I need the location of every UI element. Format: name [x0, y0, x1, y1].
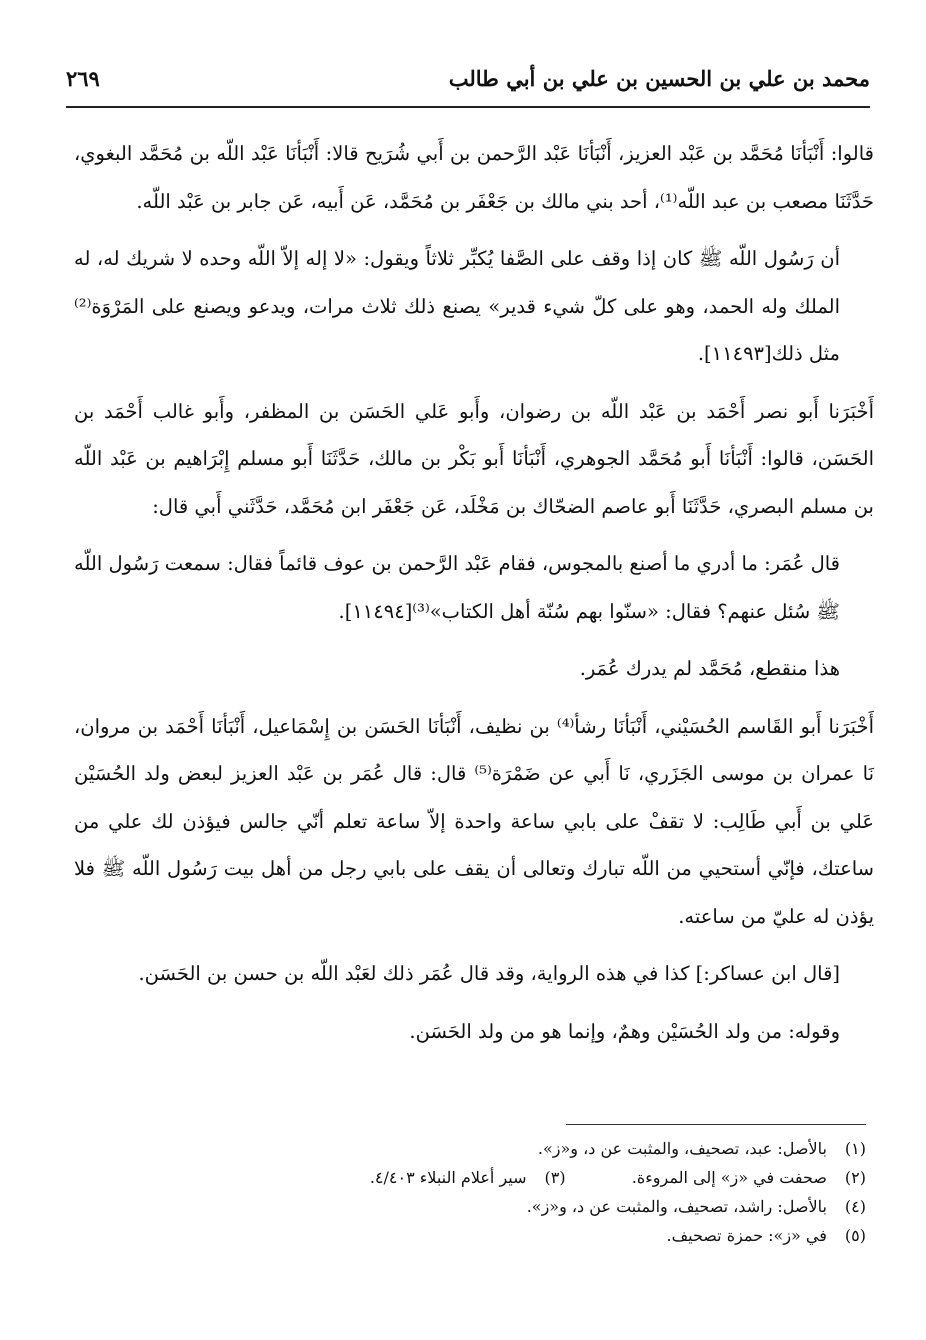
paragraph-isnad-2: أَخْبَرَنا أَبو نصر أَحْمَد بن عَبْد اللّه بن رضوان، وأَبو عَلي الحَسَن بن المظفر، وأَبو غالب أَحْمَد بن الحَسَن، قالوا: أَنْبَأنَا أَبو مُحَمَّد الجوهري، أَنْبَأنَا أَبو بَكْر بن مالك، حَدَّثَنَا أَبو مسلم إِبْرَاهيم بن عَبْد اللّه بن مسلم البصري، حَدَّثَنَا أَبو عاصم الضحّاك بن مَخْلَد، عَن جَعْفَر ابن مُحَمَّد، حَدَّثَني أَبي قال:: [74, 399, 874, 518]
page-number: ٢٦٩: [66, 66, 100, 91]
paragraph-hadith-safa: أن رَسُول اللّه ﷺ كان إذا وقف على الصَّفا يُكبِّر ثلاثاً ويقول: «لا إله إلاّ اللّه وحده لا شريك له، له الملك وله الحمد، وهو على كلّ شيء قدير» يصنع ذلك ثلاث مرات، ويدعو ويصنع على المَرْوَة⁽²⁾ مثل ذلك[١١٤٩٣].: [74, 247, 840, 365]
main-text: [74, 130, 874, 1065]
footnote-number: (٥): [844, 1226, 866, 1245]
footnote-text: صحفت في «ز» إلى المروءة.: [631, 1168, 827, 1187]
footnote-text: بالأصل: عبد، تصحيف، والمثبت عن د، و«ز».: [537, 1139, 827, 1158]
paragraph-isnad-1: قالوا: أَنْبَأنَا مُحَمَّد بن عَبْد العزيز، أَنْبَأنَا عَبْد الرَّحمن بن أَبي شُرَيح قالا: أَنْبَأنَا عَبْد اللّه بن مُحَمَّد البغوي، حَدَّثَنَا مصعب بن عبد اللّه⁽¹⁾، أحد بني مالك بن جَعْفَر بن مُحَمَّد، عَن أَبيه، عَن جابر بن عَبْد اللّه.: [74, 142, 874, 213]
footnote-2-3: [74, 1163, 866, 1192]
paragraph-ibn-asakir: [قال ابن عساكر:] كذا في هذه الرواية، وقد قال عُمَر ذلك لعَبْد اللّه بن حسن بن الحَسَن.: [138, 962, 840, 985]
paragraph-munqati: هذا منقطع، مُحَمَّد لم يدرك عُمَر.: [579, 657, 840, 680]
footnote-separator: [566, 1124, 866, 1125]
footnote-5: [74, 1221, 866, 1250]
footnote-number: (٤): [844, 1197, 866, 1216]
paragraph-wahm: وقوله: من ولد الحُسَيْن وهمٌ، وإنما هو من ولد الحَسَن.: [409, 1019, 840, 1043]
footnote-4: [74, 1192, 866, 1221]
running-title: محمد بن علي بن الحسين بن علي بن أبي طالب: [448, 66, 870, 91]
footnote-number: (٣): [544, 1168, 566, 1187]
paragraph-hadith-majus: قال عُمَر: ما أدري ما أصنع بالمجوس، فقام عَبْد الرَّحمن بن عوف قائماً فقال: سمعت رَسُول اللّه ﷺ سُئل عنهم؟ فقال: «سنّوا بهم سُنّة أهل الكتاب»⁽³⁾[١١٤٩٤].: [74, 552, 840, 623]
footnote-text: بالأصل: راشد، تصحيف، والمثبت عن د، و«ز».: [526, 1197, 827, 1216]
footnote-text: في «ز»: حمزة تصحيف.: [666, 1226, 827, 1245]
page-header: [66, 62, 870, 108]
footnote-1: [74, 1134, 866, 1163]
footnote-text: سير أعلام النبلاء ٤/٤٠٣.: [369, 1168, 527, 1187]
paragraph-isnad-3: أَخْبَرَنا أَبو القَاسم الحُسَيْني، أَنْبَأنَا رشأ⁽⁴⁾ بن نظيف، أَنْبَأنَا الحَسَن بن إِسْمَاعيل، أَنْبَأنَا أَحْمَد بن مروان، نَا عمران بن موسى الجَزَري، نَا أَبي عن ضَمْرَة⁽⁵⁾ قال: قال عُمَر بن عَبْد العزيز لبعض ولد الحُسَيْن عَلي بن أَبي طَالِب: لا تقفْ على بابي ساعة واحدة إلاّ ساعة تعلم أنّي جالس فيؤذن لك علي من ساعتك، فإنّي أستحيي من اللّه تبارك وتعالى أن يقف على بابي رجل من أهل بيت رَسُول اللّه ﷺ فلا يؤذن له عليّ من ساعته.: [74, 714, 875, 928]
footnote-number: (٢): [844, 1168, 866, 1187]
footnote-number: (١): [844, 1139, 866, 1158]
footnotes: [74, 1134, 866, 1250]
